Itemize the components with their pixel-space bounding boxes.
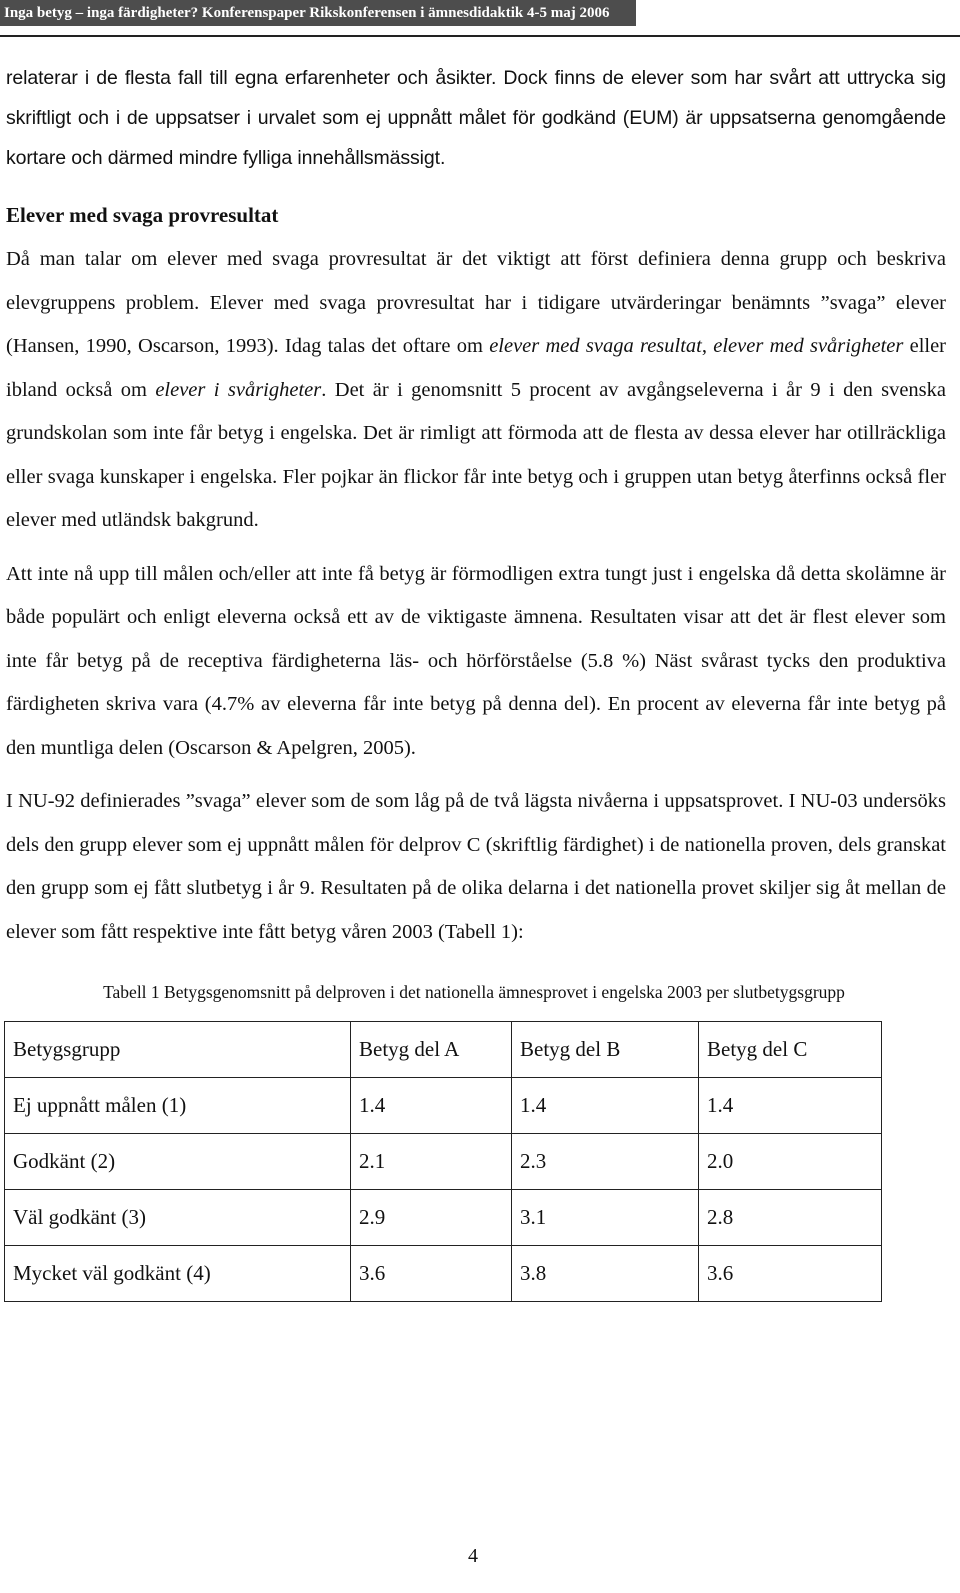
table-cell: 2.9 — [351, 1190, 512, 1246]
table-row — [5, 1246, 882, 1302]
italic-term-difficulties: elever med svårigheter — [713, 335, 904, 357]
page-body — [6, 58, 946, 1302]
table-cell: 2.3 — [512, 1134, 699, 1190]
italic-term-in-difficulties: elever i svårigheter — [155, 378, 322, 401]
table-cell: 1.4 — [512, 1078, 699, 1134]
table-cell: 3.1 — [512, 1190, 699, 1246]
section-heading: Elever med svaga provresultat — [6, 203, 279, 227]
header-divider — [0, 35, 960, 37]
table-header-cell: Betygsgrupp — [5, 1022, 351, 1078]
table-header-cell: Betyg del B — [512, 1022, 699, 1078]
intro-paragraph: relaterar i de flesta fall till egna erfarenheter och åsikter. Dock finns de elever som har svårt att uttrycka sig skriftligt och i de uppsatser i urvalet som ej uppnått målet för godkänd (EUM) är uppsatserna genomgående kortare och därmed mindre fylliga innehållsmässigt. — [6, 67, 946, 169]
table-cell: 1.4 — [699, 1078, 882, 1134]
table-cell: Godkänt (2) — [5, 1134, 351, 1190]
table-row — [5, 1134, 882, 1190]
table-header-cell: Betyg del C — [699, 1022, 882, 1078]
page-number: 4 — [468, 1545, 478, 1567]
paragraph-1 — [6, 238, 946, 543]
table-header-cell: Betyg del A — [351, 1022, 512, 1078]
running-header: Inga betyg – inga färdigheter? Konferenspaper Rikskonferensen i ämnesdidaktik 4-5 maj 2006 — [0, 0, 636, 26]
paragraph-1-text-c: . Det är i genomsnitt 5 procent av avgångseleverna i år 9 i den svenska grundskolan som inte får betyg i engelska. Det är rimligt att förmoda att de flesta av dessa elever har otillräckliga eller svaga kunskaper i engelska. Fler pojkar än flickor får inte betyg och i gruppen utan betyg återfinns också fler elever med utländsk bakgrund. — [6, 378, 946, 531]
table-header-row — [5, 1022, 882, 1078]
table-cell: Mycket väl godkänt (4) — [5, 1246, 351, 1302]
table-cell: 3.8 — [512, 1246, 699, 1302]
table-cell: 3.6 — [699, 1246, 882, 1302]
table-cell: Ej uppnått målen (1) — [5, 1078, 351, 1134]
paragraph-1-separator: , — [701, 335, 714, 357]
italic-term-weak-results: elever med svaga resultat — [489, 335, 702, 357]
table-row — [5, 1190, 882, 1246]
table-caption: Tabell 1 Betygsgenomsnitt på delproven i det nationella ämnesprovet i engelska 2003 per slutbetygsgrupp — [103, 982, 845, 1002]
grades-table — [4, 1021, 882, 1302]
table-cell: 2.0 — [699, 1134, 882, 1190]
table-cell: 1.4 — [351, 1078, 512, 1134]
paragraph-2: Att inte nå upp till målen och/eller att inte få betyg är förmodligen extra tungt just i engelska då detta skolämne är både populärt och enligt eleverna också ett av de viktigaste ämnena. Resultaten visar att det är flest elever som inte får betyg på de receptiva färdigheterna läs- och hörförståelse (5.8 %) Näst svårast tycks den produktiva färdigheten skriva vara (4.7% av eleverna får inte betyg på denna del). En procent av eleverna får inte betyg på den muntliga delen (Oscarson & Apelgren, 2005). — [6, 562, 946, 759]
paragraph-1-text-b: eller ibland också om — [6, 335, 947, 401]
table-cell: 2.8 — [699, 1190, 882, 1246]
table-row — [5, 1078, 882, 1134]
paragraph-1-text-a: Då man talar om elever med svaga provresultat är det viktigt att först definiera denna grupp och beskriva elevgruppens problem. Elever med svaga provresultat har i tidigare utvärderingar benämnts ”svaga” elever (Hansen, 1990, Oscarson, 1993). Idag talas det oftare om — [6, 248, 946, 357]
paragraph-3: I NU-92 definierades ”svaga” elever som de som låg på de två lägsta nivåerna i uppsatsprovet. I NU-03 undersöks dels den grupp elever som ej uppnått målen för delprov C (skriftlig färdighet) i de nationella proven, dels granskat den grupp som ej fått slutbetyg i år 9. Resultaten på de olika delarna i det nationella provet skiljer sig åt mellan de elever som fått respektive inte fått betyg våren 2003 (Tabell 1): — [6, 790, 946, 943]
table-cell: Väl godkänt (3) — [5, 1190, 351, 1246]
table-cell: 2.1 — [351, 1134, 512, 1190]
table-cell: 3.6 — [351, 1246, 512, 1302]
